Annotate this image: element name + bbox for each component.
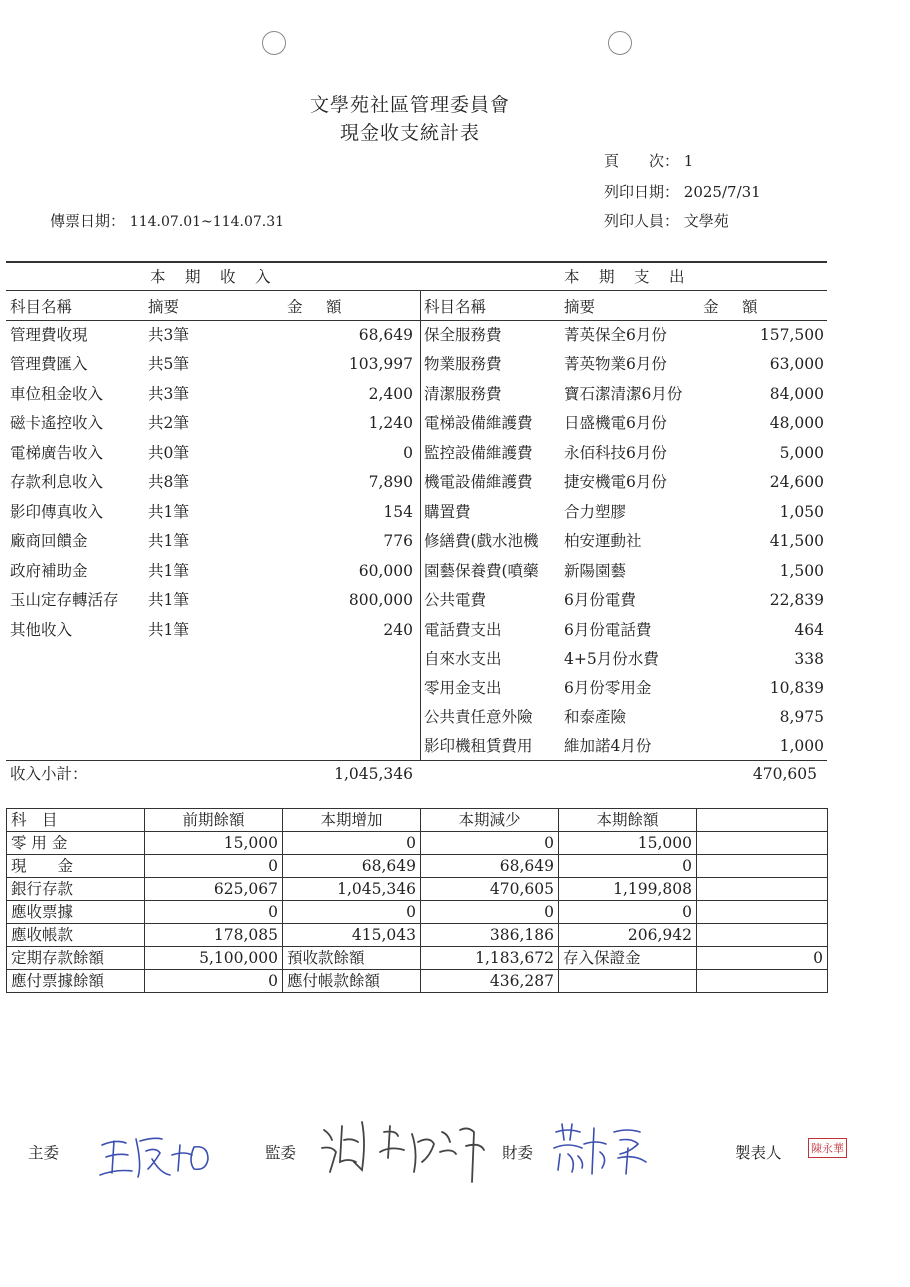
income-subject: 管理費收現 xyxy=(10,326,88,344)
income-col-amount: 金 額 xyxy=(287,298,346,316)
expense-subject: 自來水支出 xyxy=(424,650,502,668)
expense-subject: 監控設備維護費 xyxy=(424,444,533,462)
rule-top xyxy=(6,261,827,263)
chair-label: 主委 xyxy=(28,1144,60,1162)
expense-amount: 8,975 xyxy=(779,708,824,726)
expense-amount: 1,500 xyxy=(779,562,824,580)
balance-row xyxy=(7,855,828,878)
rule-divider xyxy=(420,291,421,760)
income-amount: 60,000 xyxy=(358,562,413,580)
income-summary: 共5筆 xyxy=(148,355,189,373)
expense-amount: 24,600 xyxy=(769,473,824,491)
expense-amount: 84,000 xyxy=(769,385,824,403)
balance-row xyxy=(7,924,828,947)
income-summary: 共3筆 xyxy=(148,326,189,344)
balance-subject: 應收帳款 xyxy=(7,924,145,947)
balance-dec: 68,649 xyxy=(421,855,559,878)
balance-prev: 0 xyxy=(145,855,283,878)
expense-amount: 1,000 xyxy=(779,737,824,755)
expense-summary: 菁英保全6月份 xyxy=(564,326,667,344)
accounts-payable-value: 436,287 xyxy=(421,970,559,993)
expense-col-summary: 摘要 xyxy=(564,298,596,316)
supervisor-label: 監委 xyxy=(265,1144,297,1162)
balance-curr: 1,199,808 xyxy=(559,878,697,901)
balance-header: 本期增加 xyxy=(283,809,421,832)
print-date-value: 2025/7/31 xyxy=(683,183,761,201)
balance-header: 前期餘額 xyxy=(145,809,283,832)
expense-amount: 41,500 xyxy=(769,532,824,550)
advance-receipt-value: 1,183,672 xyxy=(421,947,559,970)
expense-summary: 日盛機電6月份 xyxy=(564,414,667,432)
income-summary: 共3筆 xyxy=(148,385,189,403)
notes-payable-label: 應付票據餘額 xyxy=(7,970,145,993)
balance-inc: 415,043 xyxy=(283,924,421,947)
balance-subject: 應收票據 xyxy=(7,901,145,924)
income-summary: 共1筆 xyxy=(148,591,189,609)
expense-summary: 6月份電話費 xyxy=(564,621,652,639)
rule-section xyxy=(6,290,827,291)
income-summary: 共1筆 xyxy=(148,532,189,550)
expense-subject: 電話費支出 xyxy=(424,621,502,639)
balance-curr: 15,000 xyxy=(559,832,697,855)
expense-amount: 1,050 xyxy=(779,503,824,521)
expense-summary: 永佰科技6月份 xyxy=(564,444,667,462)
expense-amount: 48,000 xyxy=(769,414,824,432)
voucher-date xyxy=(50,210,284,231)
expense-summary: 柏安運動社 xyxy=(564,532,642,550)
expense-amount: 63,000 xyxy=(769,355,824,373)
supervisor-signature xyxy=(318,1112,498,1192)
expense-amount: 338 xyxy=(794,650,824,668)
expense-summary: 6月份電費 xyxy=(564,591,636,609)
income-subject: 其他收入 xyxy=(10,621,73,639)
income-subject: 磁卡遙控收入 xyxy=(10,414,104,432)
balance-dec: 0 xyxy=(421,901,559,924)
printer-label: 列印人員： xyxy=(604,212,680,230)
expense-summary: 寶石潔清潔6月份 xyxy=(564,385,683,403)
punch-hole-right xyxy=(608,31,632,55)
income-amount: 1,240 xyxy=(368,414,413,432)
income-subtotal-label: 收入小計： xyxy=(10,765,88,783)
income-section-title: 本 期 收 入 xyxy=(150,268,273,286)
expense-subject: 園藝保養費(噴藥 xyxy=(424,562,539,580)
notes-payable-value: 0 xyxy=(145,970,283,993)
expense-subject: 物業服務費 xyxy=(424,355,502,373)
expense-summary: 菁英物業6月份 xyxy=(564,355,667,373)
voucher-label: 傳票日期： xyxy=(50,212,126,230)
income-subtotal-value: 1,045,346 xyxy=(334,765,413,783)
expense-summary: 新陽園藝 xyxy=(564,562,627,580)
expense-amount: 157,500 xyxy=(759,326,824,344)
maker-label: 製表人 xyxy=(735,1144,782,1162)
income-amount: 0 xyxy=(403,444,413,462)
income-amount: 154 xyxy=(383,503,413,521)
income-summary: 共1筆 xyxy=(148,621,189,639)
rule-bottom xyxy=(6,760,827,761)
income-amount: 800,000 xyxy=(348,591,413,609)
chair-signature xyxy=(96,1125,216,1185)
balance-header: 本期餘額 xyxy=(559,809,697,832)
accounts-payable-label: 應付帳款餘額 xyxy=(283,970,421,993)
income-subject: 管理費匯入 xyxy=(10,355,88,373)
expense-subtotal-value: 470,605 xyxy=(752,765,817,783)
income-subject: 車位租金收入 xyxy=(10,385,104,403)
balance-dec: 470,605 xyxy=(421,878,559,901)
balance-inc: 1,045,346 xyxy=(283,878,421,901)
balance-empty-cell xyxy=(697,832,828,855)
balance-dec: 386,186 xyxy=(421,924,559,947)
balance-dec: 0 xyxy=(421,832,559,855)
print-date-label: 列印日期： xyxy=(604,183,680,201)
expense-summary: 4+5月份水費 xyxy=(564,650,659,668)
income-subject: 影印傳真收入 xyxy=(10,503,104,521)
income-col-summary: 摘要 xyxy=(148,298,180,316)
balance-empty-cell xyxy=(697,878,828,901)
printer-info xyxy=(604,210,729,231)
balance-empty-cell xyxy=(697,924,828,947)
income-amount: 68,649 xyxy=(358,326,413,344)
expense-subject: 機電設備維護費 xyxy=(424,473,533,491)
balance-empty-cell xyxy=(697,970,828,993)
income-subject: 電梯廣告收入 xyxy=(10,444,104,462)
expense-subject: 公共電費 xyxy=(424,591,487,609)
balance-curr: 0 xyxy=(559,901,697,924)
balance-subject: 現 金 xyxy=(7,855,145,878)
balance-inc: 0 xyxy=(283,832,421,855)
balance-prev: 178,085 xyxy=(145,924,283,947)
guarantee-deposit-label: 存入保證金 xyxy=(559,947,697,970)
expense-subject: 公共責任意外險 xyxy=(424,708,533,726)
fixed-deposit-value: 5,100,000 xyxy=(145,947,283,970)
balance-table xyxy=(6,808,828,993)
voucher-value: 114.07.01~114.07.31 xyxy=(129,214,285,230)
expense-amount: 464 xyxy=(794,621,824,639)
page-info xyxy=(604,150,693,171)
balance-curr: 0 xyxy=(559,855,697,878)
balance-header: 本期減少 xyxy=(421,809,559,832)
advance-receipt-label: 預收款餘額 xyxy=(283,947,421,970)
balance-curr: 206,942 xyxy=(559,924,697,947)
expense-subject: 修繕費(戲水池機 xyxy=(424,532,539,550)
income-subject: 政府補助金 xyxy=(10,562,88,580)
org-title: 文學苑社區管理委員會 xyxy=(309,94,510,116)
finance-signature xyxy=(548,1118,658,1182)
expense-summary: 合力塑膠 xyxy=(564,503,627,521)
income-col-subject: 科目名稱 xyxy=(10,298,73,316)
expense-summary: 捷安機電6月份 xyxy=(564,473,667,491)
maker-stamp: 陳永華 xyxy=(808,1138,847,1158)
expense-amount: 22,839 xyxy=(769,591,824,609)
income-subject: 玉山定存轉活存 xyxy=(10,591,119,609)
income-summary: 共8筆 xyxy=(148,473,189,491)
income-amount: 776 xyxy=(383,532,413,550)
income-amount: 103,997 xyxy=(348,355,413,373)
balance-prev: 625,067 xyxy=(145,878,283,901)
balance-header: 科 目 xyxy=(7,809,145,832)
balance-extra-row xyxy=(7,947,828,970)
expense-summary: 維加諾4月份 xyxy=(564,737,652,755)
balance-empty-cell xyxy=(697,809,828,832)
income-summary: 共2筆 xyxy=(148,414,189,432)
report-title: 現金收支統計表 xyxy=(339,122,480,144)
expense-subject: 影印機租賃費用 xyxy=(424,737,533,755)
expense-amount: 5,000 xyxy=(779,444,824,462)
expense-subject: 電梯設備維護費 xyxy=(424,414,533,432)
income-subject: 廠商回饋金 xyxy=(10,532,88,550)
balance-header-row xyxy=(7,809,828,832)
expense-summary: 6月份零用金 xyxy=(564,679,652,697)
expense-col-subject: 科目名稱 xyxy=(424,298,487,316)
income-subject: 存款利息收入 xyxy=(10,473,104,491)
page-label: 頁 次： xyxy=(604,152,680,170)
rule-header xyxy=(6,320,827,321)
balance-subject: 銀行存款 xyxy=(7,878,145,901)
balance-subject: 零 用 金 xyxy=(7,832,145,855)
balance-prev: 0 xyxy=(145,901,283,924)
expense-subject: 清潔服務費 xyxy=(424,385,502,403)
balance-empty-cell xyxy=(697,855,828,878)
expense-section-title: 本 期 支 出 xyxy=(564,268,687,286)
guarantee-deposit-value: 0 xyxy=(697,947,828,970)
balance-extra-row xyxy=(7,970,828,993)
income-amount: 240 xyxy=(383,621,413,639)
balance-empty-cell xyxy=(559,970,697,993)
balance-inc: 0 xyxy=(283,901,421,924)
punch-hole-left xyxy=(262,31,286,55)
expense-amount: 10,839 xyxy=(769,679,824,697)
expense-summary: 和泰產險 xyxy=(564,708,627,726)
expense-subject: 購置費 xyxy=(424,503,471,521)
balance-row xyxy=(7,832,828,855)
balance-empty-cell xyxy=(697,901,828,924)
income-summary: 共1筆 xyxy=(148,503,189,521)
printer-value: 文學苑 xyxy=(683,212,729,230)
print-date xyxy=(604,181,761,202)
fixed-deposit-label: 定期存款餘額 xyxy=(7,947,145,970)
balance-row xyxy=(7,901,828,924)
page-value: 1 xyxy=(683,152,694,170)
income-summary: 共1筆 xyxy=(148,562,189,580)
income-summary: 共0筆 xyxy=(148,444,189,462)
expense-subject: 保全服務費 xyxy=(424,326,502,344)
expense-subject: 零用金支出 xyxy=(424,679,502,697)
finance-label: 財委 xyxy=(502,1144,534,1162)
income-amount: 7,890 xyxy=(368,473,413,491)
balance-row xyxy=(7,878,828,901)
expense-col-amount: 金 額 xyxy=(703,298,762,316)
balance-prev: 15,000 xyxy=(145,832,283,855)
income-amount: 2,400 xyxy=(368,385,413,403)
balance-inc: 68,649 xyxy=(283,855,421,878)
